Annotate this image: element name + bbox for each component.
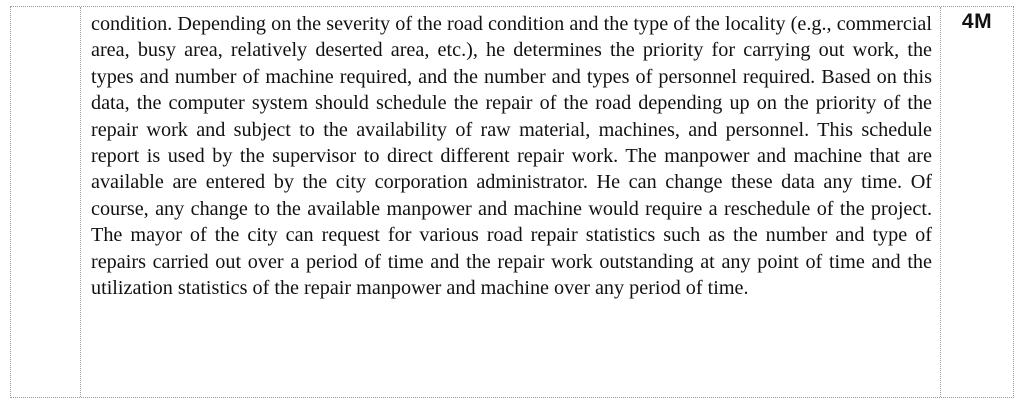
- marks-label: 4M: [961, 10, 993, 33]
- question-text-cell: [81, 7, 941, 397]
- question-text: condition. Depending on the severity of the road condition and the type of the locality (e.g., commercial area, busy area, relatively deserted area, etc.), he determines the priority for carrying out work, the types and number of machine required, and the number and types of personnel required. Based on this data, the computer system should schedule the repair of the road depending up on the priority of the repair work and subject to the availability of raw material, machines, and personnel. This schedule report is used by the supervisor to direct different repair work. The manpower and machine that are available are entered by the city corporation administrator. He can change these data any time. Of course, any change to the available manpower and machine would require a reschedule of the project. The mayor of the city can request for various road repair statistics such as the number and type of repairs carried out over a period of time and the repair work outstanding at any point of time and the utilization statistics of the repair manpower and machine over any period of time.: [91, 13, 932, 300]
- question-table: [10, 6, 1014, 398]
- question-number-cell: [11, 7, 81, 397]
- marks-cell: [941, 7, 1013, 397]
